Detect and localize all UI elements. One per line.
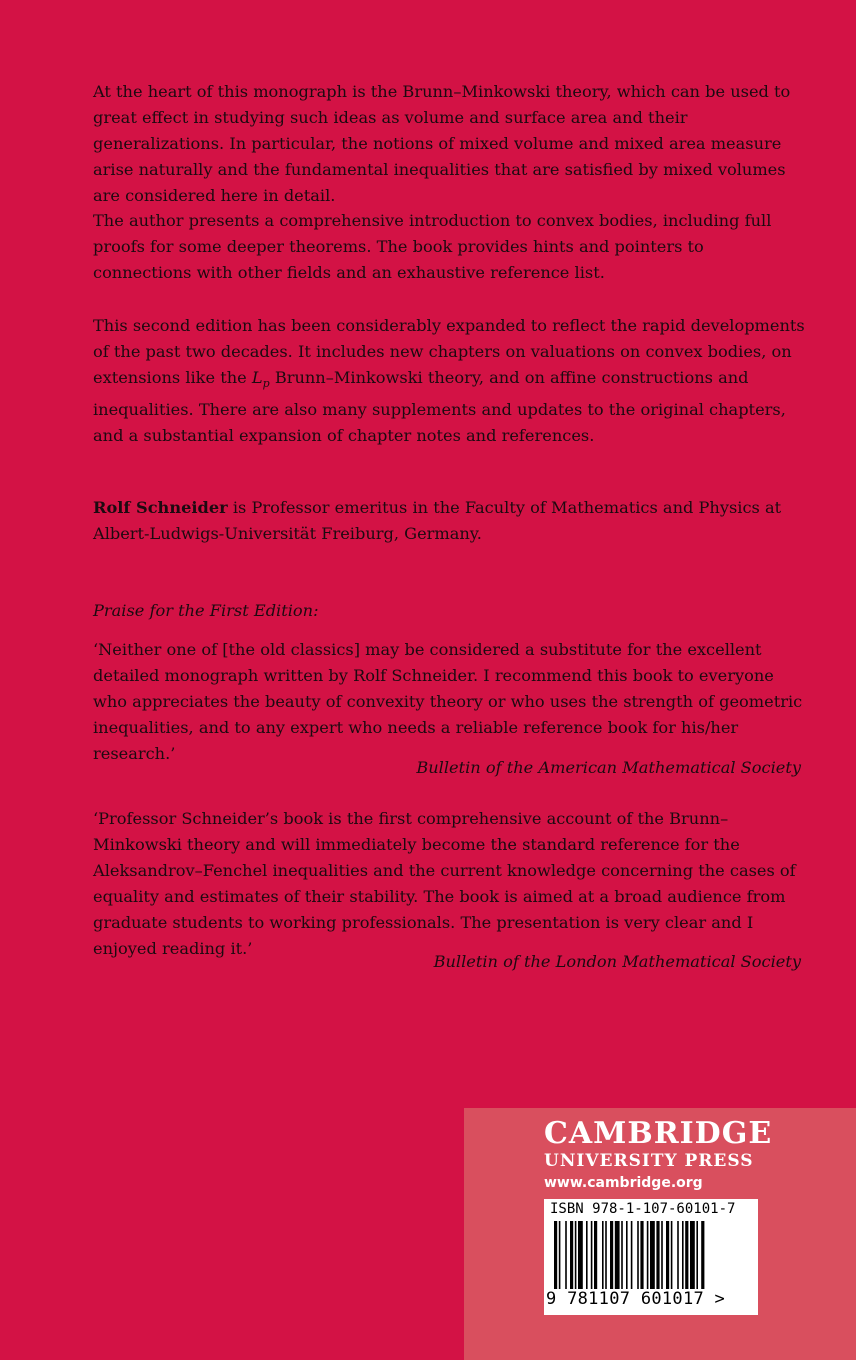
barcode-bar <box>671 1221 673 1289</box>
barcode-bar <box>661 1221 663 1289</box>
lp-subscript: p <box>262 377 270 390</box>
barcode-bar <box>647 1221 649 1289</box>
praise-heading: Praise for the First Edition: <box>93 601 319 620</box>
barcode-bar <box>666 1221 669 1289</box>
barcode-bar <box>578 1221 583 1289</box>
barcode-bar <box>565 1221 567 1289</box>
barcode-bar <box>631 1221 633 1289</box>
publisher-subname: UNIVERSITY PRESS <box>544 1151 754 1171</box>
barcode-bar <box>637 1221 639 1289</box>
barcode-bar <box>701 1221 704 1289</box>
description-paragraph-2: The author presents a comprehensive introduction to convex bodies, including full proofs for some deeper theorems. The book provides hints and pointers to connections with other fields and an exhaustive reference list. <box>93 211 772 282</box>
barcode-bar <box>602 1221 604 1289</box>
barcode-digits: 9 781107 601017 > <box>546 1289 726 1309</box>
barcode-bar <box>591 1221 593 1289</box>
barcode-bar <box>690 1221 695 1289</box>
barcode-bar <box>615 1221 620 1289</box>
praise-quote-2: ‘Professor Schneider’s book is the first comprehensive account of the Brunn–Minkowski theory and will immediately become the standard reference for the Aleksandrov–Fenchel inequalities and the current knowledge concerning the cases of equality and estimates of their stability. The book is aimed at a broad audience from graduate students to working professionals. The presentation is very clear and I enjoyed reading it.’ <box>93 809 796 958</box>
barcode-bar <box>554 1221 557 1289</box>
publisher-name: CAMBRIDGE <box>544 1116 773 1151</box>
barcode-bar <box>605 1221 607 1289</box>
barcode-bar <box>626 1221 628 1289</box>
barcode-bar <box>594 1221 597 1289</box>
description-paragraph-1: At the heart of this monograph is the Brunn–Minkowski theory, which can be used to great effect in studying such ideas as volume and surface area and their generalizations. In particular, the notions of mixed volume and mixed area measure arise naturally and the fundamental inequalities that are satisfied by mixed volumes are considered here in detail. <box>93 82 791 205</box>
barcode-bar <box>640 1221 643 1289</box>
barcode-bar <box>682 1221 684 1289</box>
barcode-bar <box>656 1221 659 1289</box>
author-name: Rolf Schneider <box>93 498 228 517</box>
praise-source-2: Bulletin of the London Mathematical Society <box>433 952 801 971</box>
barcode-bar <box>586 1221 588 1289</box>
description-paragraph-3 <box>93 313 805 449</box>
author-bio-text: is Professor emeritus in the Faculty of Mathematics and Physics at Albert-Ludwigs-Universität Freiburg, Germany. <box>93 498 782 543</box>
praise-quote-1: ‘Neither one of [the old classics] may be considered a substitute for the excellent detailed monograph written by Rolf Schneider. I recommend this book to everyone who appreciates the beauty of convexity theory or who uses the strength of geometric inequalities, and to any expert who needs a reliable reference book for his/her research.’ <box>93 640 803 763</box>
barcode-bars <box>554 1221 748 1289</box>
barcode-bar <box>650 1221 655 1289</box>
praise-source-1: Bulletin of the American Mathematical Society <box>416 758 801 777</box>
barcode-bar <box>685 1221 688 1289</box>
barcode-bar <box>696 1221 698 1289</box>
barcode-bar <box>677 1221 679 1289</box>
barcode-bar <box>570 1221 573 1289</box>
barcode-bar <box>559 1221 561 1289</box>
publisher-logo <box>544 1117 772 1195</box>
barcode <box>544 1199 758 1315</box>
barcode-bar <box>621 1221 623 1289</box>
lp-symbol: L <box>251 368 263 387</box>
paragraph-3-end: Brunn–Minkowski theory, and on affine constructions and inequalities. There are also many supplements and updates to the original chapters, and a substantial expansion of chapter notes and references. <box>93 368 786 445</box>
isbn-label: ISBN 978-1-107-60101-7 <box>550 1201 736 1217</box>
barcode-bar <box>610 1221 613 1289</box>
publisher-url: www.cambridge.org <box>544 1175 703 1191</box>
paragraph-3-start: This second edition has been considerably expanded to reflect the rapid developments of the past two decades. It includes new chapters on valuations on convex bodies, on extensions like the <box>93 316 805 387</box>
author-bio <box>93 495 805 547</box>
barcode-bar <box>575 1221 577 1289</box>
